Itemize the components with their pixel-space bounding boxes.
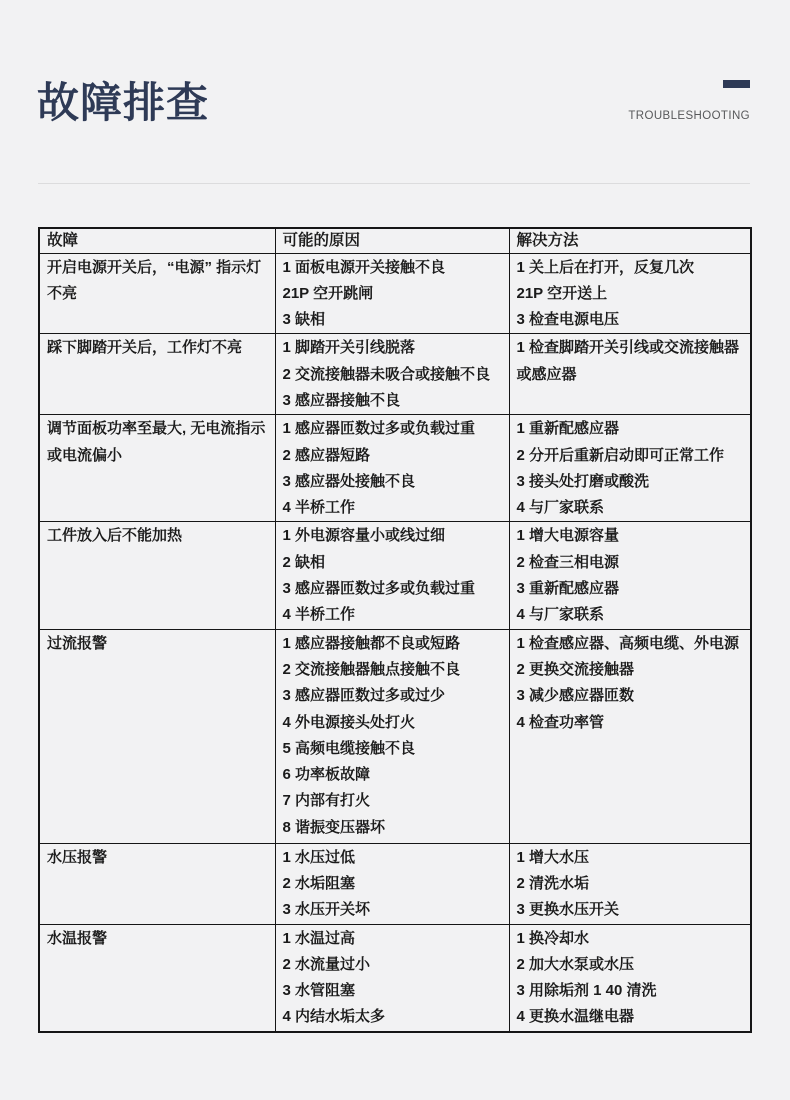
solution-item: 4 更换水温继电器: [516, 1008, 635, 1026]
fault-cell: [39, 843, 275, 924]
cause-item: 1 感应器匝数过多或负载过重: [282, 420, 476, 438]
fault-text: 过流报警: [47, 634, 108, 652]
causes-cell: [275, 334, 509, 415]
fault-text: 工件放入后不能加热: [47, 527, 183, 545]
solutions-cell: [509, 253, 751, 334]
fault-cell: [39, 924, 275, 1032]
cause-item: 1 水温过高: [282, 929, 356, 947]
solution-item: 1 重新配感应器: [516, 420, 620, 438]
cause-item: 2 交流接触器触点接触不良: [282, 660, 461, 678]
solution-item: 4 与厂家联系: [516, 606, 605, 624]
solutions-cell: [509, 334, 751, 415]
fault-text: 开启电源开关后，“电源” 指示灯不亮: [47, 258, 262, 302]
solution-item: 1 增大水压: [516, 848, 590, 866]
solution-item: 3 重新配感应器: [516, 580, 620, 598]
header-fault: 故障: [39, 228, 275, 253]
causes-cell: [275, 415, 509, 522]
cause-item: 4 外电源接头处打火: [282, 713, 416, 731]
solution-item: 1 增大电源容量: [516, 527, 620, 545]
causes-cell: [275, 843, 509, 924]
cause-item: 1 脚踏开关引线脱落: [282, 339, 416, 357]
solution-item: 1 换冷却水: [516, 929, 590, 947]
table-row: [39, 522, 751, 629]
page-title: 故障排查: [37, 79, 210, 126]
cause-item: 1 面板电源开关接触不良: [282, 258, 446, 276]
cause-item: 21P 空开跳闸: [282, 284, 374, 302]
cause-item: 7 内部有打火: [282, 792, 371, 810]
cause-item: 3 水压开关坏: [282, 901, 371, 919]
causes-cell: [275, 629, 509, 843]
header-causes: 可能的原因: [275, 228, 509, 253]
fault-text: 踩下脚踏开关后，工作灯不亮: [47, 339, 243, 357]
solution-item: 3 更换水压开关: [516, 901, 620, 919]
cause-item: 3 感应器匝数过多或过少: [282, 687, 446, 705]
header-divider: [38, 183, 750, 184]
page-subtitle: TROUBLESHOOTING: [628, 110, 750, 122]
troubleshooting-table: [38, 227, 752, 1033]
cause-item: 4 内结水垢太多: [282, 1008, 386, 1026]
cause-item: 2 交流接触器未吸合或接触不良: [282, 365, 491, 383]
accent-dash: [723, 80, 750, 88]
cause-item: 2 水流量过小: [282, 955, 371, 973]
solutions-cell: [509, 843, 751, 924]
fault-text: 调节面板功率至最大, 无电流指示或电流偏小: [47, 420, 266, 464]
header-solutions: 解决方法: [509, 228, 751, 253]
solution-item: 1 检查脚踏开关引线或交流接触器或感应器: [516, 339, 740, 383]
causes-cell: [275, 253, 509, 334]
solution-item: 2 分开后重新启动即可正常工作: [516, 446, 725, 464]
solution-item: 4 与厂家联系: [516, 499, 605, 517]
cause-item: 5 高频电缆接触不良: [282, 739, 416, 757]
fault-cell: [39, 334, 275, 415]
solution-item: 3 减少感应器匝数: [516, 687, 635, 705]
cause-item: 1 外电源容量小或线过细: [282, 527, 446, 545]
fault-text: 水温报警: [47, 929, 108, 947]
cause-item: 1 水压过低: [282, 848, 356, 866]
solution-item: 2 检查三相电源: [516, 553, 620, 571]
cause-item: 8 谐振变压器坏: [282, 818, 386, 836]
cause-item: 4 半桥工作: [282, 606, 356, 624]
table-row: [39, 415, 751, 522]
cause-item: 3 水管阻塞: [282, 982, 356, 1000]
causes-cell: [275, 522, 509, 629]
cause-item: 6 功率板故障: [282, 766, 371, 784]
solutions-cell: [509, 522, 751, 629]
cause-item: 4 半桥工作: [282, 499, 356, 517]
solution-item: 3 用除垢剂 1 40 清洗: [516, 982, 657, 1000]
solution-item: 2 加大水泵或水压: [516, 955, 635, 973]
table-row: [39, 253, 751, 334]
cause-item: 3 感应器接触不良: [282, 391, 401, 409]
fault-cell: [39, 415, 275, 522]
cause-item: 3 缺相: [282, 311, 326, 329]
causes-cell: [275, 924, 509, 1032]
cause-item: 1 感应器接触都不良或短路: [282, 634, 461, 652]
solution-item: 2 更换交流接触器: [516, 660, 635, 678]
table-header-row: [39, 228, 751, 253]
fault-cell: [39, 522, 275, 629]
cause-item: 3 感应器处接触不良: [282, 472, 416, 490]
cause-item: 2 水垢阻塞: [282, 874, 356, 892]
solutions-cell: [509, 629, 751, 843]
solution-item: 4 检查功率管: [516, 713, 605, 731]
solutions-cell: [509, 924, 751, 1032]
solution-item: 1 检查感应器、高频电缆、外电源: [516, 634, 740, 652]
fault-cell: [39, 253, 275, 334]
cause-item: 2 缺相: [282, 553, 326, 571]
solutions-cell: [509, 415, 751, 522]
cause-item: 2 感应器短路: [282, 446, 371, 464]
solution-item: 2 清洗水垢: [516, 874, 590, 892]
fault-text: 水压报警: [47, 848, 108, 866]
solution-item: 1 关上后在打开，反复几次: [516, 258, 695, 276]
table-row: [39, 629, 751, 843]
solution-item: 3 检查电源电压: [516, 311, 620, 329]
table-row: [39, 334, 751, 415]
fault-cell: [39, 629, 275, 843]
cause-item: 3 感应器匝数过多或负载过重: [282, 580, 476, 598]
table-row: [39, 843, 751, 924]
solution-item: 21P 空开送上: [516, 284, 608, 302]
table-row: [39, 924, 751, 1032]
solution-item: 3 接头处打磨或酸洗: [516, 472, 650, 490]
